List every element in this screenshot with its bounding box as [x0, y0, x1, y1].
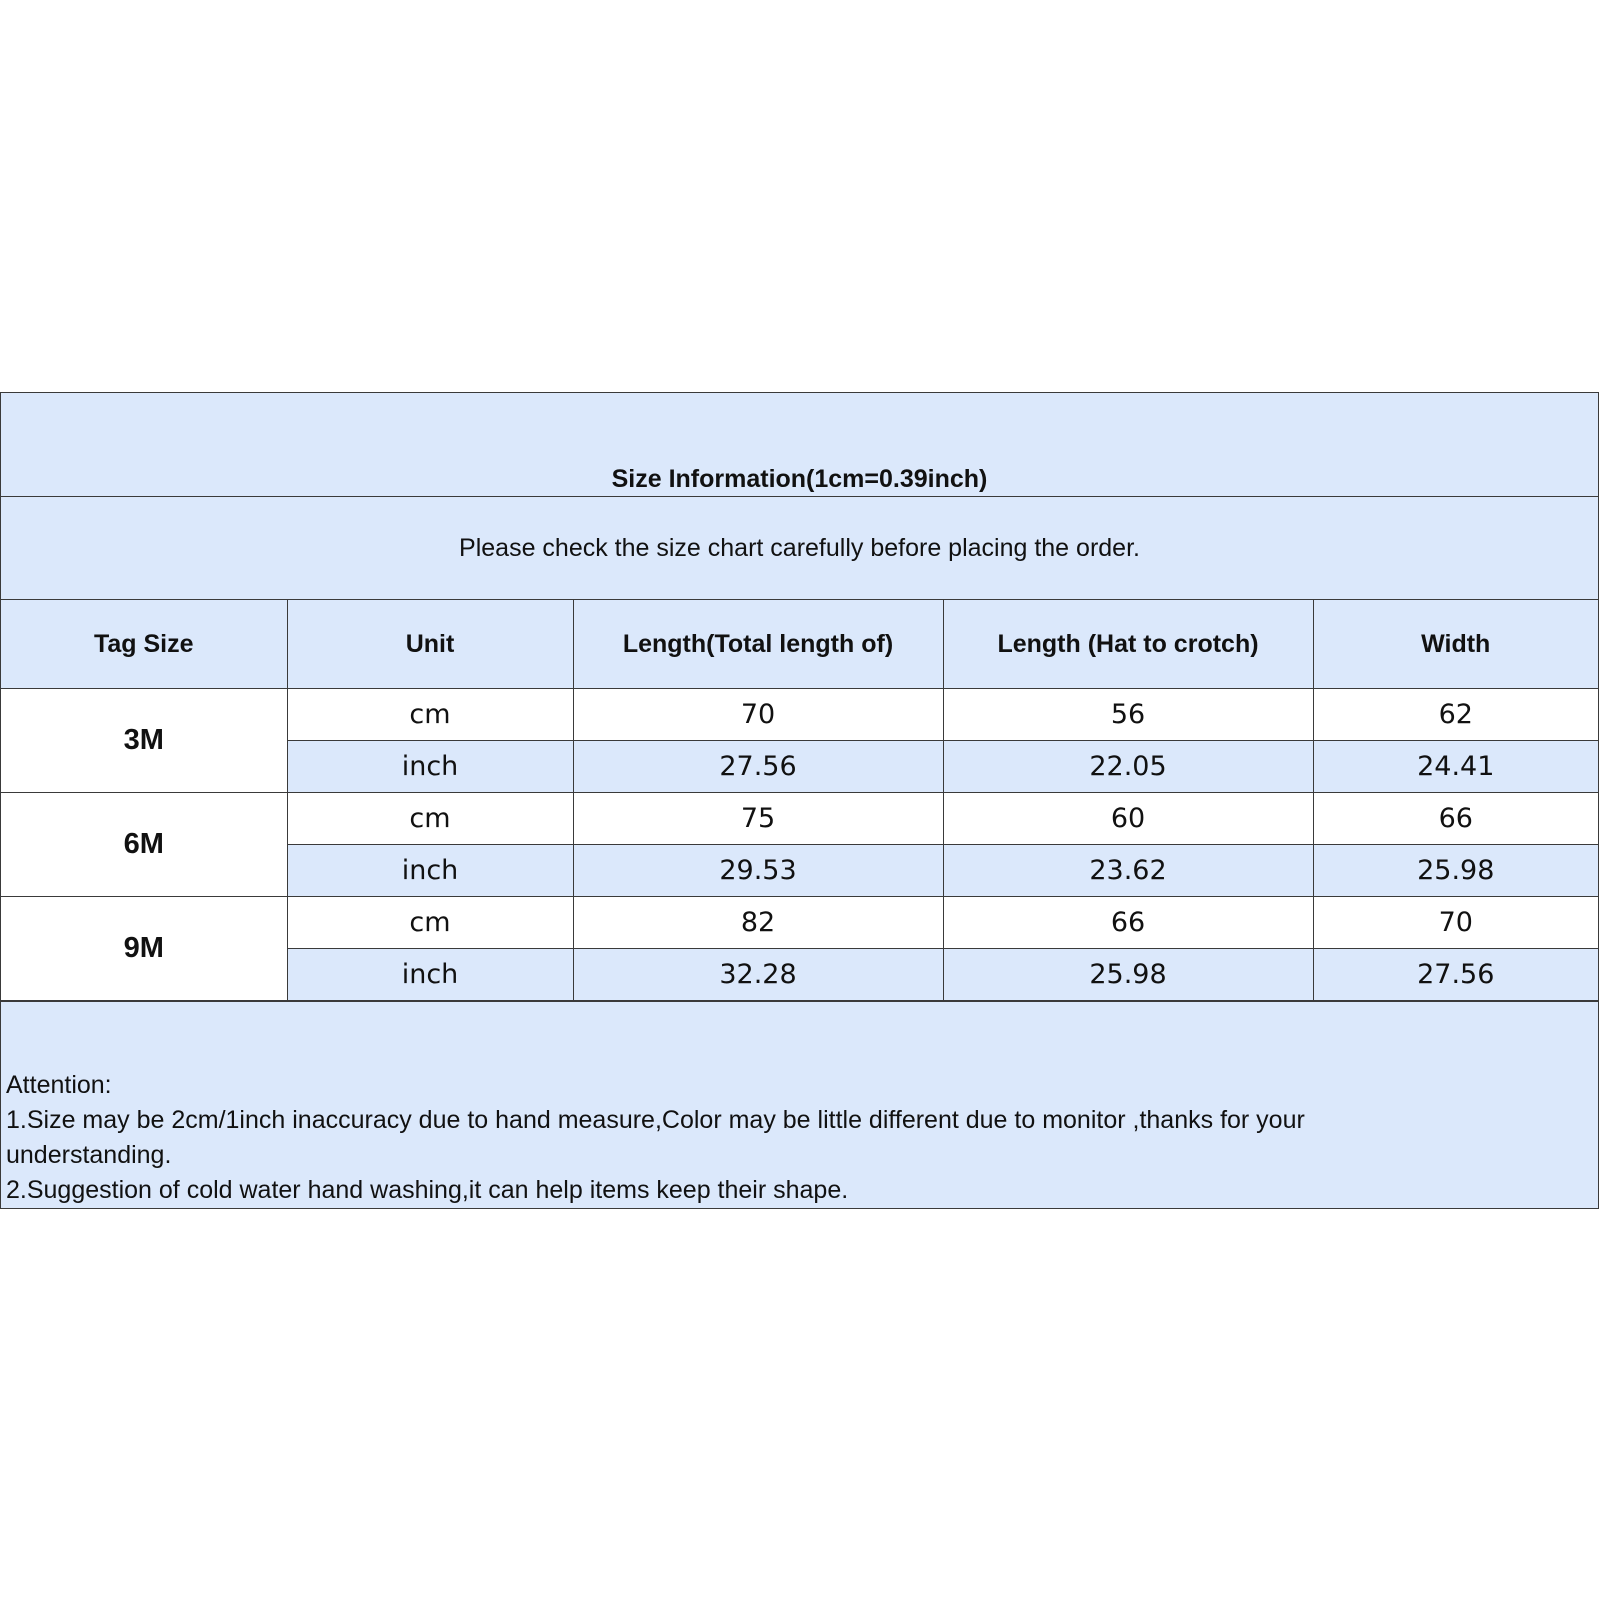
total-length-cell: 32.28: [573, 949, 943, 1001]
table-row: [1, 897, 1598, 949]
unit-cell: inch: [287, 845, 573, 897]
attention-notes: [6, 1068, 1438, 1208]
header-hat-to-crotch: Length (Hat to crotch): [943, 600, 1313, 689]
width-cell: 25.98: [1313, 845, 1598, 897]
chart-title: Size Information(1cm=0.39inch): [611, 465, 988, 493]
notice-block: [1, 497, 1598, 600]
width-cell: 27.56: [1313, 949, 1598, 1001]
width-cell: 24.41: [1313, 741, 1598, 793]
order-notice: Please check the size chart carefully before placing the order.: [459, 533, 1140, 562]
total-length-cell: 82: [573, 897, 943, 949]
table-header-row: [1, 600, 1598, 689]
hat-to-crotch-cell: 56: [943, 689, 1313, 741]
unit-cell: cm: [287, 689, 573, 741]
hat-to-crotch-cell: 23.62: [943, 845, 1313, 897]
table-row: [1, 689, 1598, 741]
unit-cell: inch: [287, 949, 573, 1001]
attention-note-1: 1.Size may be 2cm/1inch inaccuracy due to hand measure,Color may be little different due to monitor ,thanks for your understanding.: [6, 1106, 1305, 1169]
total-length-cell: 27.56: [573, 741, 943, 793]
unit-cell: cm: [287, 793, 573, 845]
attention-block: [1, 1001, 1598, 1208]
total-length-cell: 75: [573, 793, 943, 845]
size-chart: [0, 392, 1599, 1209]
width-cell: 62: [1313, 689, 1598, 741]
hat-to-crotch-cell: 66: [943, 897, 1313, 949]
header-tag-size: Tag Size: [1, 600, 287, 689]
tag-size-cell: 9M: [1, 897, 287, 1001]
total-length-cell: 70: [573, 689, 943, 741]
header-total-length: Length(Total length of): [573, 600, 943, 689]
hat-to-crotch-cell: 60: [943, 793, 1313, 845]
unit-cell: inch: [287, 741, 573, 793]
size-table: [1, 600, 1598, 1001]
width-cell: 66: [1313, 793, 1598, 845]
width-cell: 70: [1313, 897, 1598, 949]
hat-to-crotch-cell: 22.05: [943, 741, 1313, 793]
tag-size-cell: 6M: [1, 793, 287, 897]
table-row: [1, 793, 1598, 845]
attention-heading: Attention:: [6, 1071, 112, 1099]
header-unit: Unit: [287, 600, 573, 689]
header-width: Width: [1313, 600, 1598, 689]
tag-size-cell: 3M: [1, 689, 287, 793]
title-block: [1, 393, 1598, 497]
unit-cell: cm: [287, 897, 573, 949]
attention-note-2: 2.Suggestion of cold water hand washing,it can help items keep their shape.: [6, 1176, 849, 1204]
hat-to-crotch-cell: 25.98: [943, 949, 1313, 1001]
total-length-cell: 29.53: [573, 845, 943, 897]
